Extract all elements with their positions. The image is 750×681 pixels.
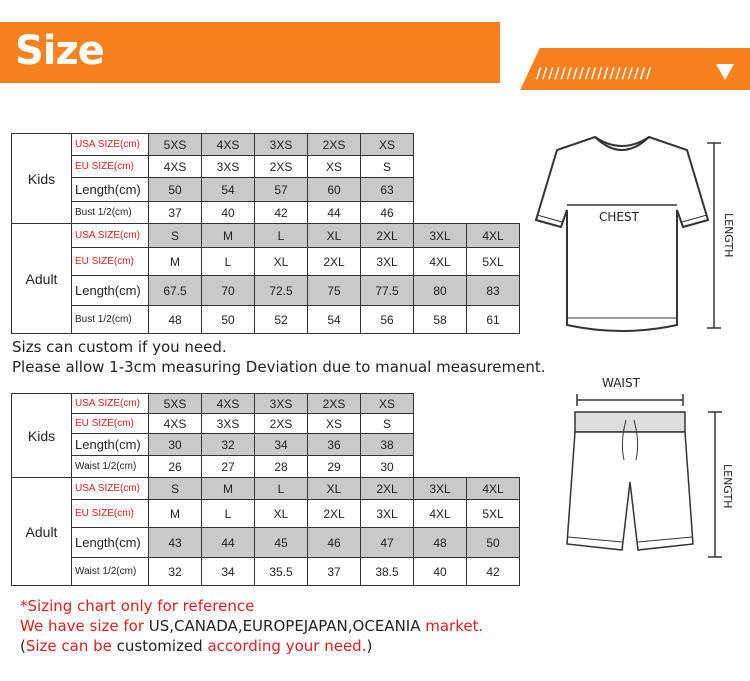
size-cell: M (202, 478, 255, 500)
size-cell: 63 (361, 178, 414, 202)
size-cell: 2XL (361, 478, 414, 500)
row-label: Length(cm) (72, 528, 149, 558)
market-note-prefix: We have size for (20, 617, 149, 635)
size-cell: 29 (308, 456, 361, 478)
market-note (20, 617, 483, 635)
size-cell: 48 (149, 306, 202, 334)
size-cell: 48 (414, 528, 467, 558)
size-cell: 58 (414, 306, 467, 334)
size-cell: XL (255, 500, 308, 528)
size-cell: 50 (202, 306, 255, 334)
shorts-outline (567, 432, 693, 550)
row-label: USA SIZE(cm) (72, 224, 149, 248)
size-cell: 47 (361, 528, 414, 558)
size-cell: 50 (467, 528, 520, 558)
size-cell: 2XS (308, 394, 361, 414)
waistband (575, 412, 685, 432)
size-cell: 37 (149, 202, 202, 224)
size-cell: L (202, 248, 255, 276)
kids-row (12, 414, 520, 434)
size-cell: L (255, 478, 308, 500)
row-label: USA SIZE(cm) (72, 134, 149, 156)
size-cell: 54 (308, 306, 361, 334)
chest-label: CHEST (599, 210, 639, 224)
row-label: Length(cm) (72, 178, 149, 202)
kids-row (12, 202, 520, 224)
size-cell: 27 (202, 456, 255, 478)
adult-row (12, 500, 520, 528)
custom-size-note: Sizs can custom if you need. (12, 338, 227, 356)
size-cell: 38 (361, 434, 414, 456)
adult-group-label: Adult (12, 478, 72, 586)
size-cell: 4XS (202, 134, 255, 156)
size-cell: 70 (202, 276, 255, 306)
size-cell: 77.5 (361, 276, 414, 306)
row-label: EU SIZE(cm) (72, 414, 149, 434)
size-cell: 30 (361, 456, 414, 478)
size-cell: S (361, 414, 414, 434)
row-label: EU SIZE(cm) (72, 248, 149, 276)
size-cell: 32 (149, 558, 202, 586)
row-label: USA SIZE(cm) (72, 478, 149, 500)
size-cell: 36 (308, 434, 361, 456)
page-title: Size (15, 28, 104, 74)
header-underline (0, 80, 500, 83)
size-cell: 4XL (467, 478, 520, 500)
row-label: Length(cm) (72, 434, 149, 456)
row-label: Waist 1/2(cm) (72, 558, 149, 586)
size-cell: 30 (149, 434, 202, 456)
kids-row (12, 434, 520, 456)
size-cell: XL (308, 478, 361, 500)
size-cell: 60 (308, 178, 361, 202)
size-cell: 37 (308, 558, 361, 586)
size-cell: 32 (202, 434, 255, 456)
size-cell: 44 (308, 202, 361, 224)
adult-row (12, 306, 520, 334)
customize-note-c: according your need. (207, 637, 367, 655)
customize-note-a: Size can be (25, 637, 117, 655)
size-cell: 4XS (149, 414, 202, 434)
size-cell: 61 (467, 306, 520, 334)
tshirt-outline (536, 137, 708, 331)
size-cell: 2XS (308, 134, 361, 156)
size-cell: 75 (308, 276, 361, 306)
size-cell: 5XS (149, 394, 202, 414)
size-cell: M (149, 248, 202, 276)
adult-row (12, 558, 520, 586)
kids-group-label: Kids (12, 394, 72, 478)
size-cell: 4XL (414, 500, 467, 528)
shirt-size-table (11, 133, 520, 334)
size-cell: 43 (149, 528, 202, 558)
size-cell: 46 (308, 528, 361, 558)
kids-row (12, 456, 520, 478)
size-cell: M (149, 500, 202, 528)
deviation-note: Please allow 1-3cm measuring Deviation due to manual measurement. (12, 358, 546, 376)
size-cell: 42 (255, 202, 308, 224)
customize-note-b: customized (116, 637, 208, 655)
size-cell: 45 (255, 528, 308, 558)
size-cell: 3XS (202, 156, 255, 178)
size-cell: 3XL (361, 248, 414, 276)
size-cell: 52 (255, 306, 308, 334)
size-cell: 3XL (414, 478, 467, 500)
size-cell: S (149, 224, 202, 248)
size-cell: 3XL (414, 224, 467, 248)
size-cell: 42 (467, 558, 520, 586)
customize-note (20, 637, 372, 655)
size-cell: 2XL (308, 248, 361, 276)
adult-row (12, 276, 520, 306)
size-cell: L (202, 500, 255, 528)
size-cell: 2XL (361, 224, 414, 248)
shorts-size-table (11, 393, 520, 586)
size-cell: 34 (255, 434, 308, 456)
size-cell: XS (361, 134, 414, 156)
kids-row (12, 156, 520, 178)
kids-row (12, 178, 520, 202)
row-label: Waist 1/2(cm) (72, 456, 149, 478)
size-cell: 2XS (255, 414, 308, 434)
row-label: USA SIZE(cm) (72, 394, 149, 414)
size-cell: XS (361, 394, 414, 414)
paren-open: ( (20, 637, 26, 655)
kids-group-label: Kids (12, 134, 72, 224)
size-cell: 4XS (202, 394, 255, 414)
size-cell: 2XS (255, 156, 308, 178)
size-cell: 5XS (149, 134, 202, 156)
size-cell: M (202, 224, 255, 248)
shorts-length-label: LENGTH (721, 464, 734, 509)
size-cell: 3XL (361, 500, 414, 528)
size-cell: 5XL (467, 500, 520, 528)
size-cell: 2XL (308, 500, 361, 528)
size-cell: 4XL (467, 224, 520, 248)
waist-label: WAIST (602, 376, 640, 390)
kids-row (12, 134, 520, 156)
kids-row (12, 394, 520, 414)
size-cell: 4XS (149, 156, 202, 178)
size-cell: 38.5 (361, 558, 414, 586)
adult-group-label: Adult (12, 224, 72, 334)
size-cell: XS (308, 414, 361, 434)
size-cell: 3XS (255, 134, 308, 156)
row-label: Bust 1/2(cm) (72, 306, 149, 334)
size-cell: XL (255, 248, 308, 276)
size-cell: S (149, 478, 202, 500)
size-cell: 80 (414, 276, 467, 306)
stripe-pattern: /////////////////// (536, 66, 653, 82)
size-cell: L (255, 224, 308, 248)
size-cell: 44 (202, 528, 255, 558)
size-cell: 26 (149, 456, 202, 478)
size-cell: 40 (414, 558, 467, 586)
size-cell: XL (308, 224, 361, 248)
down-arrow-icon (716, 64, 734, 80)
reference-note: *Sizing chart only for reference (20, 597, 255, 615)
size-cell: 34 (202, 558, 255, 586)
size-cell: 72.5 (255, 276, 308, 306)
adult-row (12, 248, 520, 276)
row-label: EU SIZE(cm) (72, 156, 149, 178)
size-cell: 4XL (414, 248, 467, 276)
size-cell: 40 (202, 202, 255, 224)
size-cell: 3XS (255, 394, 308, 414)
size-cell: 67.5 (149, 276, 202, 306)
size-cell: 5XL (467, 248, 520, 276)
size-cell: 46 (361, 202, 414, 224)
size-cell: 28 (255, 456, 308, 478)
shorts-diagram (550, 372, 750, 562)
size-cell: 54 (202, 178, 255, 202)
size-cell: S (361, 156, 414, 178)
tshirt-diagram (525, 125, 750, 340)
size-cell: XS (308, 156, 361, 178)
shirt-length-label: LENGTH (722, 213, 735, 258)
row-label: Length(cm) (72, 276, 149, 306)
market-list: US,CANADA,EUROPEJAPAN,OCEANIA (148, 617, 421, 635)
size-cell: 35.5 (255, 558, 308, 586)
size-cell: 83 (467, 276, 520, 306)
size-cell: 57 (255, 178, 308, 202)
size-cell: 3XS (202, 414, 255, 434)
size-cell: 50 (149, 178, 202, 202)
adult-row (12, 478, 520, 500)
adult-row (12, 224, 520, 248)
size-cell: 56 (361, 306, 414, 334)
adult-row (12, 528, 520, 558)
row-label: EU SIZE(cm) (72, 500, 149, 528)
market-note-suffix: market. (420, 617, 484, 635)
row-label: Bust 1/2(cm) (72, 202, 149, 224)
paren-close: ) (366, 637, 373, 655)
